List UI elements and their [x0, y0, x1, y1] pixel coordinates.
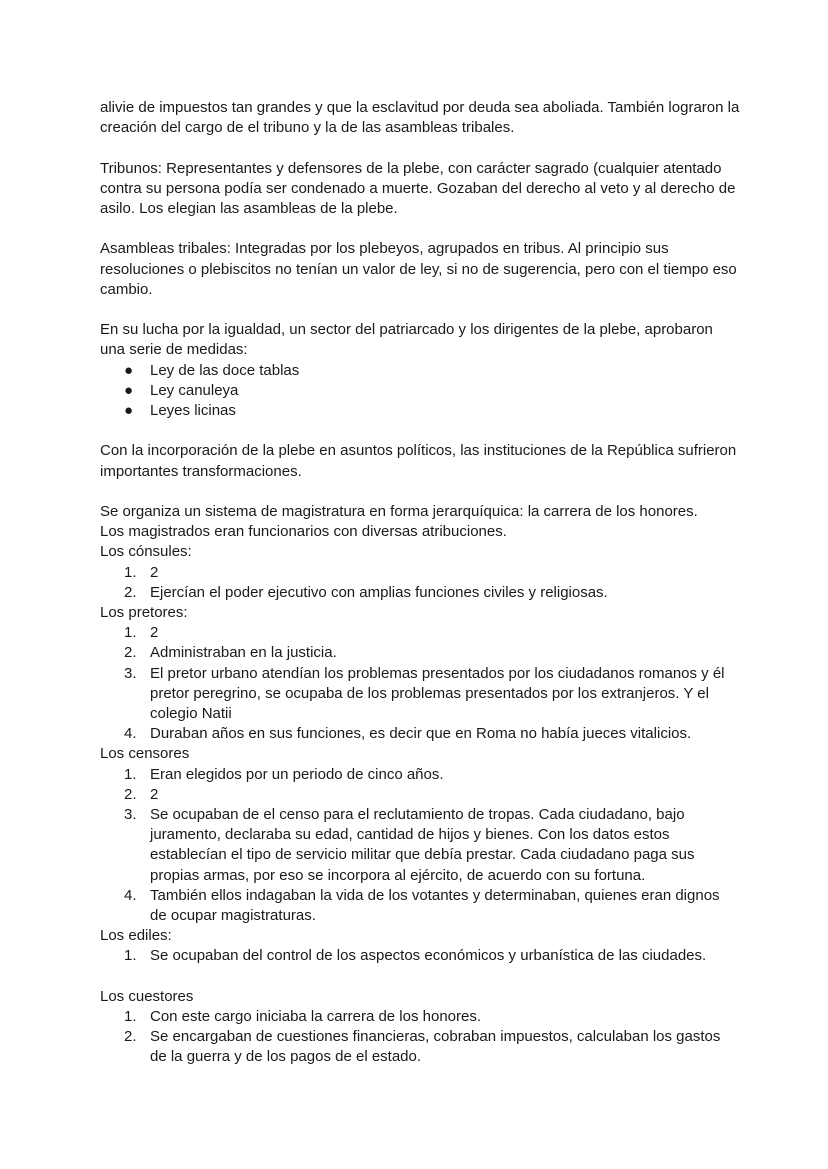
spacer [100, 219, 740, 239]
list-item: 1. Eran elegidos por un periodo de cinco años. [100, 765, 740, 785]
censores-list [100, 765, 740, 927]
spacer [100, 482, 740, 502]
measures-bullet-list [100, 361, 740, 422]
list-number: 1. [124, 947, 137, 965]
list-number: 2. [124, 1028, 137, 1046]
paragraph-magistratura: Se organiza un sistema de magistratura en forma jerarquíquica: la carrera de los honores. [100, 502, 698, 520]
heading-consules: Los cónsules: [100, 543, 192, 561]
list-item: ● Ley canuleya [100, 381, 740, 401]
paragraph-lucha-igualdad: En su lucha por la igualdad, un sector del patriarcado y los dirigentes de la plebe, aprobaron una serie de medidas: [100, 321, 713, 359]
heading-cuestores: Los cuestores [100, 987, 194, 1005]
list-number: 2. [124, 785, 137, 803]
list-item: ● Leyes licinas [100, 401, 740, 421]
list-item: 2. Administraban en la justicia. [100, 643, 740, 663]
list-item: 4. También ellos indagaban la vida de los votantes y determinaban, quienes eran dignos de ocupar magistraturas. [124, 886, 720, 925]
list-number: 2. [124, 583, 137, 601]
list-item: 1. Con este cargo iniciaba la carrera de los honores. [100, 1007, 740, 1027]
list-item: 1. 2 [100, 563, 740, 583]
paragraph-magistrados: Los magistrados eran funcionarios con diversas atribuciones. [100, 523, 507, 541]
list-item: 1. Se ocupaban del control de los aspectos económicos y urbanística de las ciudades. [100, 946, 740, 966]
list-item: 1. 2 [100, 623, 740, 643]
spacer [100, 967, 740, 987]
list-item: ● Ley de las doce tablas [100, 361, 740, 381]
pretores-list [100, 623, 740, 744]
list-item: 4. Duraban años en sus funciones, es decir que en Roma no había jueces vitalicios. [100, 724, 740, 744]
heading-censores: Los censores [100, 745, 190, 763]
list-number: 1. [124, 624, 137, 642]
heading-pretores: Los pretores: [100, 604, 188, 621]
bullet-icon: ● [124, 381, 134, 399]
heading-ediles: Los ediles: [100, 927, 172, 945]
document-page [100, 98, 740, 1068]
list-number: 3. [124, 664, 137, 682]
list-item: 3. El pretor urbano atendían los problemas presentados por los ciudadanos romanos y él pretor peregrino, se ocupaba de los problemas presentados por los extranjeros. Y el colegio Natii [124, 664, 725, 723]
paragraph-incorporacion: Con la incorporación de la plebe en asuntos políticos, las instituciones de la República sufrieron importantes transformaciones. [100, 442, 737, 480]
list-number: 4. [124, 886, 137, 904]
list-number: 1. [124, 563, 137, 581]
cuestores-list [100, 1007, 740, 1068]
list-number: 2. [124, 644, 137, 662]
list-number: 3. [124, 806, 137, 824]
spacer [100, 421, 740, 441]
bullet-icon: ● [124, 402, 134, 419]
consules-list [100, 563, 740, 603]
paragraph-tribunos: Tribunos: Representantes y defensores de la plebe, con carácter sagrado (cualquier atentado contra su persona podía ser condenado a muerte. Gozaban del derecho al veto y al derecho de asilo. Los elegian las asambleas de la plebe. [100, 159, 736, 217]
list-number: 1. [124, 1008, 137, 1026]
list-item: 3. Se ocupaban de el censo para el reclutamiento de tropas. Cada ciudadano, bajo juramento, declaraba su edad, cantidad de hijos y bienes. Con los datos estos establecían el tipo de servicio militar que debía prestar. Cada ciudadano paga sus propias armas, por eso se incorpora al ejército, de acuerdo con su fortuna. [124, 806, 695, 884]
spacer [100, 138, 740, 158]
spacer [100, 300, 740, 320]
paragraph-asambleas-tribales: Asambleas tribales: Integradas por los plebeyos, agrupados en tribus. Al principio sus resoluciones o plebiscitos no tenían un valor de ley, si no de sugerencia, pero con el tiempo eso cambio. [100, 240, 737, 298]
list-item: 2. 2 [100, 785, 740, 805]
list-item: 2. Se encargaban de cuestiones financieras, cobraban impuestos, calculaban los gastos de la guerra y de los pagos de el estado. [124, 1028, 721, 1066]
list-number: 1. [124, 765, 137, 783]
ediles-list [100, 946, 740, 966]
list-number: 4. [124, 725, 137, 743]
list-item: 2. Ejercían el poder ejecutivo con amplias funciones civiles y religiosas. [100, 583, 740, 603]
bullet-icon: ● [124, 361, 134, 379]
paragraph-plebe-demands: alivie de impuestos tan grandes y que la esclavitud por deuda sea aboliada. También lograron la creación del cargo de el tribuno y la de las asambleas tribales. [100, 99, 740, 137]
